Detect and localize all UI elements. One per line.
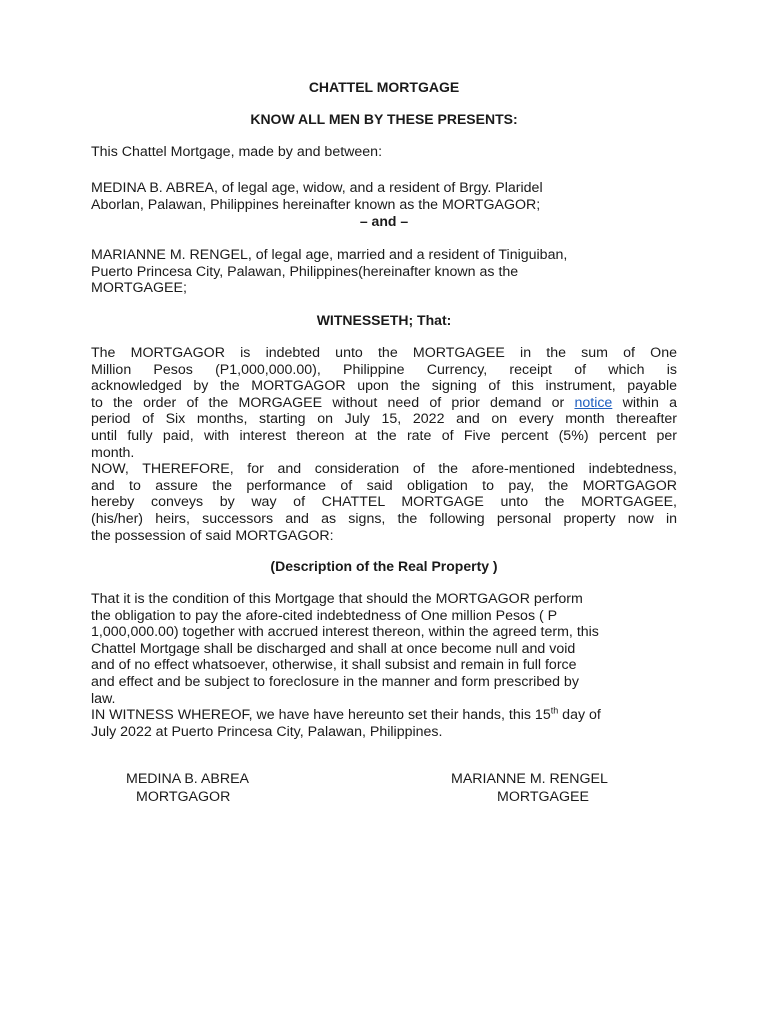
party1-line-1: MEDINA B. ABREA, of legal age, widow, and a resident of Brgy. Plaridel xyxy=(91,180,543,196)
party1-paragraph xyxy=(91,180,677,213)
para3-line-2: the obligation to pay the afore-cited indebtedness of One million Pesos ( P xyxy=(91,607,558,624)
party1-line-2: Aborlan, Palawan, Philippines hereinafter known as the MORTGAGOR; xyxy=(91,196,541,213)
document-title: CHATTEL MORTGAGE xyxy=(308,79,460,95)
witnesseth-heading: WITNESSETH; That: xyxy=(316,312,452,328)
para4-line-1-before: IN WITNESS WHEREOF, we have have hereunto set their hands, this 15 xyxy=(91,707,551,724)
para4-line-1-after: day of xyxy=(558,707,601,724)
property-heading: (Description of the Real Property ) xyxy=(270,558,498,574)
para1-line-4-after: within a xyxy=(612,394,677,411)
para1-line-4 xyxy=(91,395,677,412)
para2-line-5: the possession of said MORTGAGOR: xyxy=(91,527,334,544)
mortgagee-signature-name: MARIANNE M. RENGEL xyxy=(451,771,608,787)
para1-line-4-before: to the order of the MORGAGEE without need of prior demand or xyxy=(91,394,575,411)
condition-paragraph xyxy=(91,591,677,740)
para1-line-2: Million Pesos (P1,000,000.00), Philippine Currency, receipt of which is xyxy=(91,361,677,378)
intro-text: This Chattel Mortgage, made by and between: xyxy=(91,144,383,160)
para3-line-3: 1,000,000.00) together with accrued interest thereon, within the agreed term, this xyxy=(91,624,599,641)
document-heading: KNOW ALL MEN BY THESE PRESENTS: xyxy=(250,111,518,127)
mortgagee-signature-role: MORTGAGEE xyxy=(497,789,589,805)
para3-line-7: law. xyxy=(91,690,116,707)
party2-paragraph xyxy=(91,247,677,297)
para3-line-1: That it is the condition of this Mortgage that should the MORTGAGOR perform xyxy=(91,591,583,607)
para2-line-3: hereby conveys by way of CHATTEL MORTGAGE unto the MORTGAGEE, xyxy=(91,494,677,511)
party2-line-1: MARIANNE M. RENGEL, of legal age, married and a resident of Tiniguiban, xyxy=(91,247,568,263)
para3-line-5: and of no effect whatsoever, otherwise, it shall subsist and remain in full force xyxy=(91,657,577,674)
para2-line-4: (his/her) heirs, successors and as signs, the following personal property now in xyxy=(91,510,677,527)
and-separator: – and – xyxy=(359,213,409,229)
mortgagor-signature-role: MORTGAGOR xyxy=(136,789,231,805)
notice-link[interactable]: notice xyxy=(574,394,613,411)
para1-line-5: period of Six months, starting on July 15, 2022 and on every month thereafter xyxy=(91,411,677,428)
indebtedness-paragraph xyxy=(91,345,677,544)
para1-line-6: until fully paid, with interest thereon at the rate of Five percent (5%) percent per xyxy=(91,427,677,444)
para3-line-4: Chattel Mortgage shall be discharged and shall at once become null and void xyxy=(91,640,576,657)
para2-line-2: and to assure the performance of said obligation to pay, the MORTGAGOR xyxy=(91,477,677,494)
para2-line-1: NOW, THEREFORE, for and consideration of the afore-mentioned indebtedness, xyxy=(91,461,677,478)
party2-line-3: MORTGAGEE; xyxy=(91,280,187,297)
para4-superscript: th xyxy=(550,705,559,716)
para1-line-7: month. xyxy=(91,444,135,461)
para4-line-1 xyxy=(91,707,677,724)
para4-line-2: July 2022 at Puerto Princesa City, Palawan, Philippines. xyxy=(91,723,443,740)
para1-line-1: The MORTGAGOR is indebted unto the MORTGAGEE in the sum of One xyxy=(91,345,677,361)
mortgagor-signature-name: MEDINA B. ABREA xyxy=(126,771,249,787)
party2-line-2: Puerto Princesa City, Palawan, Philippines(hereinafter known as the xyxy=(91,263,519,280)
para1-line-3: acknowledged by the MORTGAGOR upon the signing of this instrument, payable xyxy=(91,378,677,395)
para3-line-6: and effect and be subject to foreclosure in the manner and form prescribed by xyxy=(91,673,579,690)
